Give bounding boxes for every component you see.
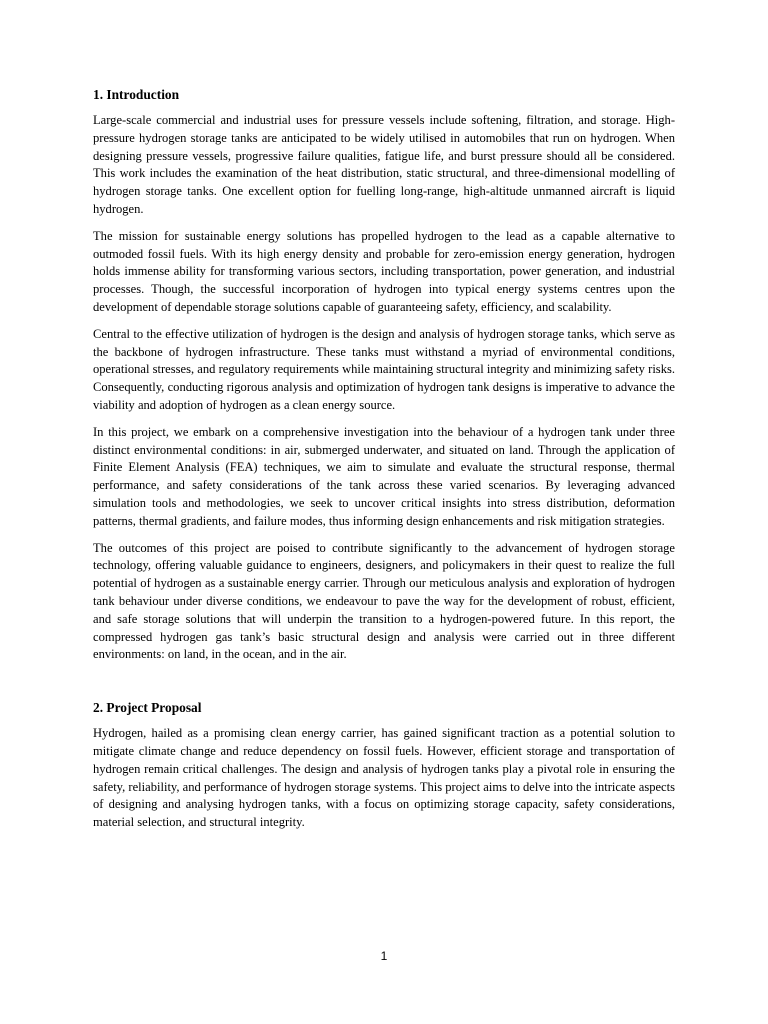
paragraph: Hydrogen, hailed as a promising clean energy carrier, has gained significant traction as a potential solution to mitigate climate change and reduce dependency on fossil fuels. However, efficient storage and transportation of hydrogen remain critical challenges. The design and analysis of hydrogen tanks play a pivotal role in ensuring the safety, reliability, and performance of hydrogen storage systems. This project aims to delve into the intricate aspects of designing and analysing hydrogen tanks, with a focus on optimizing storage capacity, safety considerations, material selection, and structural integrity.: [93, 726, 675, 830]
page-number: 1: [380, 949, 388, 963]
section-heading: 2. Project Proposal: [93, 700, 202, 716]
paragraph: The mission for sustainable energy solutions has propelled hydrogen to the lead as a capable alternative to outmoded fossil fuels. With its high energy density and probable for zero-emission energy generation, hydrogen holds immense ability for transforming various sectors, including transportation, power generation, and industrial processes. Though, the successful incorporation of hydrogen into typical energy systems centres upon the development of dependable storage solutions capable of guaranteeing safety, efficiency, and scalability.: [93, 228, 675, 314]
paragraph: The outcomes of this project are poised to contribute significantly to the advancement of hydrogen storage technology, offering valuable guidance to engineers, designers, and policymakers in their quest to realize the full potential of hydrogen as a sustainable energy carrier. Through our meticulous analysis and exploration of hydrogen tank behaviour under diverse conditions, we endeavour to pave the way for the development of robust, efficient, and safe storage solutions that will underpin the transition to a hydrogen-powered future. In this report, the compressed hydrogen gas tank’s basic structural design and analysis were carried out in three different environments: on land, in the ocean, and in the air.: [93, 540, 675, 662]
paragraph: Large-scale commercial and industrial uses for pressure vessels include softening, filtration, and storage. High-pressure hydrogen storage tanks are anticipated to be widely utilised in automobiles that run on hydrogen. When designing pressure vessels, progressive failure qualities, fatigue life, and burst pressure should all be considered. This work includes the examination of the heat distribution, static structural, and three-dimensional modelling of hydrogen storage tanks. One excellent option for fuelling long-range, high-altitude unmanned aircraft is liquid hydrogen.: [93, 113, 675, 216]
section-introduction: [93, 86, 675, 664]
section-project-proposal: [93, 699, 675, 832]
paragraph: Central to the effective utilization of hydrogen is the design and analysis of hydrogen storage tanks, which serve as the backbone of hydrogen infrastructure. These tanks must withstand a myriad of environmental conditions, operational stresses, and regulatory requirements while maintaining structural integrity and minimizing safety risks. Consequently, conducting rigorous analysis and optimization of hydrogen tank designs is imperative to advance the viability and adoption of hydrogen as a clean energy source.: [93, 326, 675, 412]
section-spacer: [93, 673, 675, 699]
document-page: [93, 86, 675, 841]
paragraph: In this project, we embark on a comprehensive investigation into the behaviour of a hydrogen tank under three distinct environmental conditions: in air, submerged underwater, and situated on land. Through the application of Finite Element Analysis (FEA) techniques, we aim to simulate and evaluate the structural response, thermal performance, and safety considerations of the tank across these varied scenarios. By leveraging advanced simulation tools and methodologies, we seek to uncover critical insights into stress distribution, deformation patterns, thermal gradients, and failure modes, thus informing design enhancements and risk mitigation strategies.: [93, 424, 675, 528]
section-heading: 1. Introduction: [93, 87, 180, 102]
